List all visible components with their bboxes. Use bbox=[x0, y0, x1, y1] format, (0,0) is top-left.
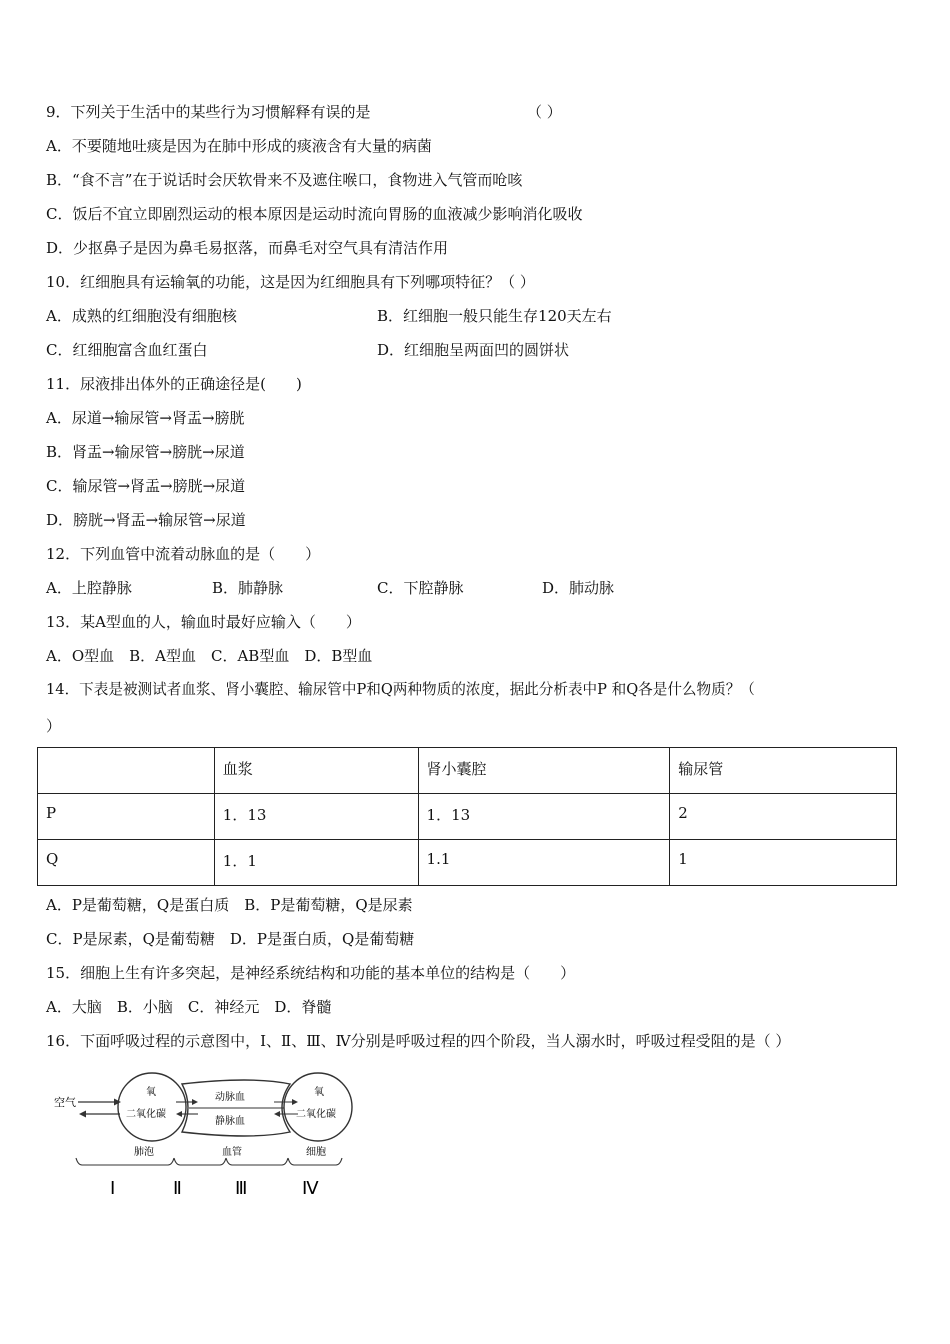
q15-options: A．大脑 B．小脑 C．神经元 D．脊髓 bbox=[46, 998, 332, 1016]
exchange-arrowhead bbox=[192, 1099, 198, 1105]
table-cell: 1．13 bbox=[214, 794, 418, 840]
q10-option-b: B．红细胞一般只能生存120天左右 bbox=[377, 307, 612, 325]
alveolus-circle bbox=[118, 1073, 186, 1141]
table-row bbox=[38, 794, 897, 840]
exchange-arrowhead bbox=[274, 1111, 280, 1117]
table-cell: 1 bbox=[670, 840, 897, 886]
q9-option-d: D．少抠鼻子是因为鼻毛易抠落，而鼻毛对空气具有清洁作用 bbox=[46, 239, 449, 257]
q11-option-a: A．尿道→输尿管→肾盂→膀胱 bbox=[46, 409, 245, 427]
q13-stem: 13．某A型血的人，输血时最好应输入（ ） bbox=[46, 613, 361, 631]
stage-3-label: Ⅲ bbox=[235, 1178, 248, 1199]
q12-option-b: B．肺静脉 bbox=[212, 579, 284, 597]
cell-label: 细胞 bbox=[306, 1147, 326, 1158]
stage-brace bbox=[76, 1158, 342, 1165]
q9-option-c: C．饭后不宜立即剧烈运动的根本原因是运动时流向胃肠的血液减少影响消化吸收 bbox=[46, 205, 583, 223]
q12-option-c: C．下腔静脉 bbox=[377, 579, 464, 597]
exchange-arrowhead bbox=[292, 1099, 298, 1105]
cell-co2-label: 二氧化碳 bbox=[296, 1109, 336, 1120]
q13-options: A．O型血 B．A型血 C．AB型血 D．B型血 bbox=[46, 647, 373, 665]
table-cell: 1.1 bbox=[418, 840, 670, 886]
q10-stem: 10．红细胞具有运输氧的功能，这是因为红细胞具有下列哪项特征？（ ） bbox=[46, 273, 535, 291]
air-label: 空气 bbox=[54, 1096, 76, 1109]
arterial-blood-label: 动脉血 bbox=[215, 1092, 245, 1103]
exchange-arrowhead bbox=[176, 1111, 182, 1117]
stage-1-label: Ⅰ bbox=[110, 1178, 116, 1199]
q9-option-a: A．不要随地吐痰是因为在肺中形成的痰液含有大量的病菌 bbox=[46, 137, 432, 155]
table-cell: Q bbox=[38, 840, 215, 886]
tissue-cell-circle bbox=[284, 1073, 352, 1141]
table-header-cell: 肾小囊腔 bbox=[418, 748, 670, 794]
q11-stem: 11．尿液排出体外的正确途径是( ) bbox=[46, 375, 302, 393]
stage-2-label: Ⅱ bbox=[173, 1178, 182, 1199]
q10-option-d: D．红细胞呈两面凹的圆饼状 bbox=[377, 341, 570, 359]
table-cell: 2 bbox=[670, 794, 897, 840]
table-header-row bbox=[38, 748, 897, 794]
q14-stem-continuation: ） bbox=[46, 717, 62, 735]
venous-blood-label: 静脉血 bbox=[215, 1116, 245, 1127]
table-cell: 1．1 bbox=[214, 840, 418, 886]
table-row bbox=[38, 840, 897, 886]
vessel-label: 血管 bbox=[222, 1147, 242, 1158]
q15-stem: 15．细胞上生有许多突起，是神经系统结构和功能的基本单位的结构是（ ） bbox=[46, 964, 576, 982]
q14-options-line2: C．P是尿素，Q是葡萄糖 D．P是蛋白质，Q是葡萄糖 bbox=[46, 930, 415, 948]
table-header-cell: 血浆 bbox=[214, 748, 418, 794]
air-out-arrowhead bbox=[79, 1111, 86, 1118]
q11-option-d: D．膀胱→肾盂→输尿管→尿道 bbox=[46, 511, 246, 529]
alveolus-oxygen-label: 氧 bbox=[146, 1087, 156, 1098]
q12-option-d: D．肺动脉 bbox=[542, 579, 615, 597]
table-header-cell: 输尿管 bbox=[670, 748, 897, 794]
stage-4-label: Ⅳ bbox=[302, 1178, 319, 1199]
q10-option-c: C．红细胞富含血红蛋白 bbox=[46, 341, 208, 359]
q14-stem: 14．下表是被测试者血浆、肾小囊腔、输尿管中P和Q两种物质的浓度，据此分析表中P 和Q各是什么物质？（ bbox=[46, 681, 755, 698]
table-header-cell bbox=[38, 748, 215, 794]
q10-option-a: A．成熟的红细胞没有细胞核 bbox=[46, 307, 237, 325]
q11-option-c: C．输尿管→肾盂→膀胱→尿道 bbox=[46, 477, 246, 495]
alveoli-label: 肺泡 bbox=[134, 1147, 154, 1158]
cell-oxygen-label: 氧 bbox=[314, 1087, 324, 1098]
q14-concentration-table bbox=[37, 747, 897, 886]
table-cell: 1．13 bbox=[418, 794, 670, 840]
q12-stem: 12．下列血管中流着动脉血的是（ ） bbox=[46, 545, 321, 563]
q9-option-b: B．“食不言”在于说话时会厌软骨来不及遮住喉口，食物进入气管而呛咳 bbox=[46, 171, 523, 189]
q9-answer-paren: （ ） bbox=[527, 103, 562, 121]
q14-options-line1: A．P是葡萄糖，Q是蛋白质 B．P是葡萄糖，Q是尿素 bbox=[46, 896, 413, 914]
q9-stem: 9．下列关于生活中的某些行为习惯解释有误的是 bbox=[46, 103, 371, 121]
q11-option-b: B．肾盂→输尿管→膀胱→尿道 bbox=[46, 443, 245, 461]
alveolus-co2-label: 二氧化碳 bbox=[126, 1109, 166, 1120]
q16-stem: 16．下面呼吸过程的示意图中，Ⅰ、Ⅱ、Ⅲ、Ⅳ分别是呼吸过程的四个阶段，当人溺水时，呼吸过程受阻的是（ ） bbox=[46, 1032, 791, 1050]
respiration-process-diagram bbox=[52, 1062, 362, 1202]
q12-option-a: A．上腔静脉 bbox=[46, 579, 132, 597]
table-cell: P bbox=[38, 794, 215, 840]
